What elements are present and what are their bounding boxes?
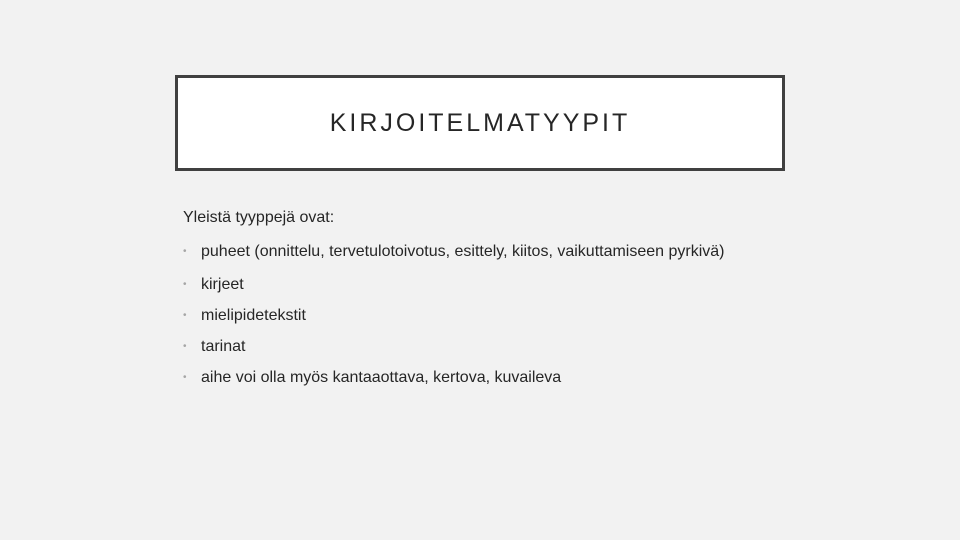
bullet-text: puheet (onnittelu, tervetulotoivotus, esittely, kiitos, vaikuttamiseen pyrkivä) [201, 243, 725, 260]
bullet-text: tarinat [201, 338, 246, 355]
bullet-dot-icon: • [183, 372, 187, 383]
bullet-item [183, 241, 783, 262]
bullet-text: mielipidetekstit [201, 307, 306, 324]
bullet-dot-icon: • [183, 310, 187, 321]
title-box [175, 75, 785, 171]
bullet-text: kirjeet [201, 276, 244, 293]
bullet-item [183, 305, 783, 327]
intro-text: Yleistä tyyppejä ovat: [183, 209, 335, 226]
bullet-dot-icon: • [183, 246, 187, 257]
bullet-dot-icon: • [183, 279, 187, 290]
slide-content [183, 208, 783, 398]
slide-title: KIRJOITELMATYYPIT [329, 108, 631, 137]
bullet-text: aihe voi olla myös kantaaottava, kertova, kuvaileva [201, 369, 562, 386]
bullet-item [183, 336, 783, 358]
bullet-dot-icon: • [183, 341, 187, 352]
bullet-list [183, 241, 783, 389]
bullet-item [183, 274, 783, 296]
bullet-item [183, 367, 783, 389]
